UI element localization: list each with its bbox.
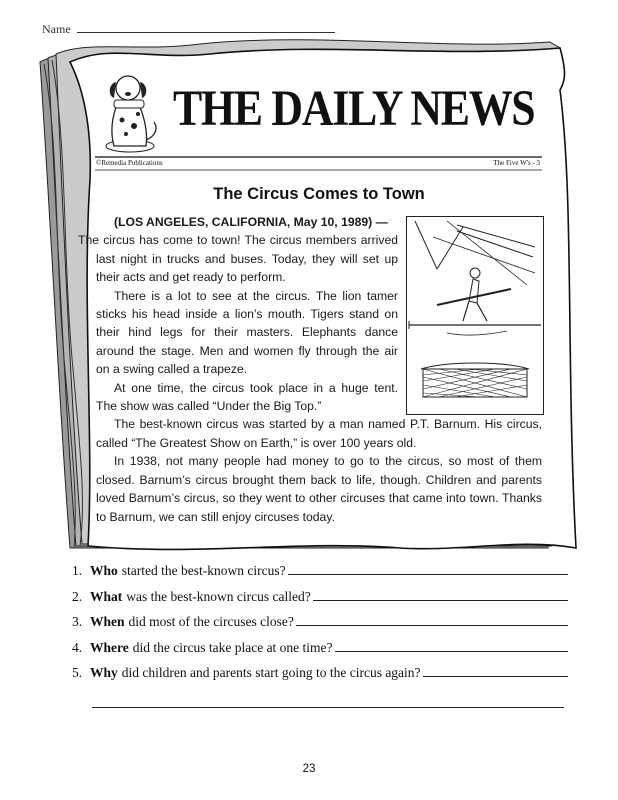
- question-number: 2.: [72, 588, 83, 604]
- question-number: 1.: [72, 563, 83, 578]
- question-text: did the circus take place at one time?: [132, 639, 333, 655]
- dalmatian-dog-icon: [92, 70, 164, 156]
- question-3: [72, 613, 568, 639]
- question-text: did children and parents start going to the circus again?: [121, 665, 421, 680]
- question-2: [72, 588, 568, 614]
- question-1: [72, 562, 568, 588]
- question-text: started the best-known circus?: [121, 563, 286, 578]
- article-paragraph-2: There is a lot to see at the circus. The lion tamer sticks his head inside a lion’s mouth. Tigers stand on their hind legs for their masters. Elephants dance around the stage. Men and women fly through the air on a swing called a trapeze.: [96, 288, 398, 377]
- question-word: Who: [90, 563, 118, 578]
- question-word: Where: [90, 639, 129, 655]
- question-word: When: [90, 614, 125, 629]
- answer-line-4[interactable]: [335, 639, 568, 652]
- question-word: What: [90, 588, 123, 604]
- masthead: THE DAILY NEWS: [173, 81, 535, 137]
- name-label: Name: [42, 22, 71, 36]
- question-text: was the best-known circus called?: [126, 588, 311, 604]
- question-word: Why: [90, 665, 118, 680]
- question-5: [72, 664, 568, 690]
- answer-line-2[interactable]: [313, 588, 568, 601]
- article-paragraph-1: [78, 213, 398, 287]
- article-paragraph-5: In 1938, not many people had money to go to the circus, so most of them closed. Barnum’s circus brought them back to life, though. Children and parents loved Barnum’s circus, so they went to other circuses that came into town. Thanks to Barnum, we can still enjoy circuses today.: [96, 454, 542, 524]
- questions-list: [72, 562, 568, 690]
- question-4: [72, 639, 568, 665]
- article-paragraph-3: At one time, the circus took place in a huge tent. The show was called “Under the Big Top.”: [96, 380, 398, 414]
- dateline: (LOS ANGELES, CALIFORNIA, May 10, 1989) —: [114, 215, 388, 229]
- article-paragraph-4: The best-known circus was started by a man named P.T. Barnum. His circus, called “The Greatest Show on Earth,” is over 100 years old.: [96, 417, 542, 450]
- answer-line-1[interactable]: [288, 562, 568, 575]
- question-number: 3.: [72, 614, 83, 629]
- tightrope-walker-icon: [406, 216, 544, 415]
- publisher-credit: ©Remedia Publications: [96, 159, 163, 167]
- page-number: 23: [302, 763, 316, 775]
- paragraph-1-text: The circus has come to town! The circus members arrived last night in trucks and buses. Today, they will set up their acts and get ready to perform.: [78, 233, 398, 285]
- answer-line-5-continued[interactable]: [92, 707, 564, 708]
- answer-line-5[interactable]: [423, 664, 568, 677]
- series-label: The Five W's - 3: [493, 159, 540, 167]
- article-headline: The Circus Comes to Town: [213, 185, 425, 203]
- credit-line: [96, 159, 540, 167]
- question-number: 4.: [72, 639, 83, 655]
- answer-line-3[interactable]: [296, 613, 568, 626]
- question-number: 5.: [72, 665, 83, 680]
- question-text: did most of the circuses close?: [128, 614, 294, 629]
